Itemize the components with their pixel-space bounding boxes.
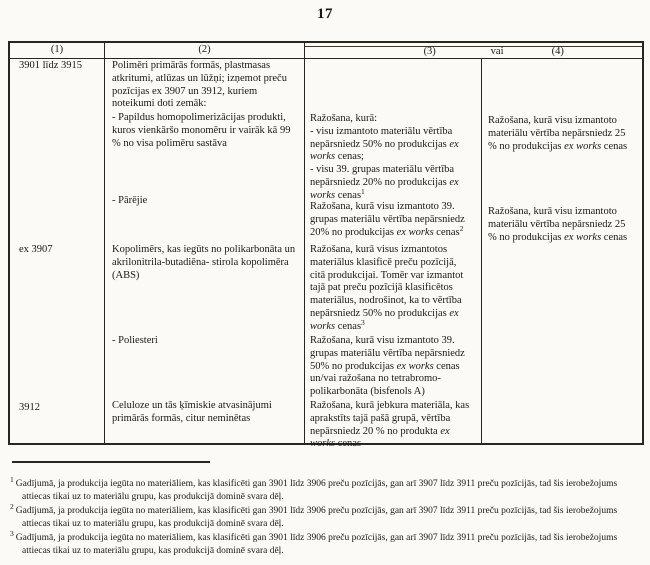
footnote-marker: 3	[10, 529, 14, 538]
footnote-separator	[12, 461, 210, 463]
hs-code: 3912	[19, 402, 40, 413]
hs-code: 3901 līdz 3915	[19, 60, 82, 71]
footnote-marker: 1	[10, 475, 14, 484]
column-header-2: (2)	[105, 43, 305, 58]
column-header-3-4	[305, 43, 642, 58]
hs-code-column	[10, 59, 105, 443]
table-body	[10, 59, 642, 450]
hs-code: ex 3907	[19, 244, 53, 255]
description-column	[105, 59, 305, 443]
product-description: - Papildus homopolimerizācijas produkti, kuros vienkāršo monomēru ir vairāk kā 99 % no visa polimēru sastāva	[112, 112, 291, 149]
origin-rule: Ražošana, kurā jebkura materiāla, kas aprakstīts tajā pašā grupā, vērtība nepārsniedz 20 % no produkta ex works cenas	[310, 400, 470, 450]
column-header-4: (4)	[551, 46, 564, 57]
column-header-1: (1)	[10, 43, 105, 58]
origin-rule: Ražošana, kurā: - visu izmantoto materiālu vērtība nepārsniedz 50% no produkcijas ex works cenas; - visu 39. grupas materiālu vērtība nepārsniedz 20% no produkcijas ex works cenas$^1$	[310, 113, 459, 201]
footnote-text: Gadījumā, ja produkcija iegūta no materiāliem, kas klasificēti gan 3901 līdz 3906 preču pozīcijās, gan arī 3907 līdz 3911 preču pozīcijās, tad šis ierobežojums attiecas tikai uz to materiālu grupu, kas produkcijā dominē svara dēļ.	[15, 506, 618, 529]
footnote-1	[10, 475, 644, 504]
origin-rule: Ražošana, kurā visus izmantotos materiālus klasificē preču pozīcijā, citā produkcijai. Tomēr var izmantot tajā pat preču pozīcijā klasificētos materiālus, nodrošinot, ka to vērtība nepārsniedz 50% no produkcijas ex works cenas$^3$	[310, 244, 464, 332]
product-description: Celuloze un tās ķīmiskie atvasinājumi primārās formās, citur neminētas	[112, 400, 272, 424]
origin-rule: Ražošana, kurā visu izmantoto 39. grupas materiālu vērtība nepārsniedz 50% no produkcijas ex works cenas un/vai ražošana no tetrabromo-polikarbonāta (bisfenols A)	[310, 335, 465, 398]
product-description: - Pārējie	[112, 195, 148, 206]
product-description: Polimēri primārās formās, plastmasas atkritumi, atlūzas un lūžņi; izņemot preču pozīcijas ex 3907 un 3912, kuriem noteikumi doti zemāk:	[112, 60, 287, 110]
product-description: - Poliesteri	[112, 335, 158, 346]
rule-column-3	[305, 59, 482, 450]
footnotes	[10, 475, 644, 559]
alternative-rule: Ražošana, kurā visu izmantoto materiālu vērtība nepārsniedz 25 % no produkcijas ex works cenas	[488, 206, 628, 243]
footnote-text: Gadījumā, ja produkcija iegūta no materiāliem, kas klasificēti gan 3901 līdz 3906 preču pozīcijās, gan arī 3907 līdz 3911 preču pozīcijās, tad šis ierobežojums attiecas tikai uz to materiālu grupu, kas produkcijā dominē svara dēļ.	[15, 479, 618, 502]
alternative-rule: Ražošana, kurā visu izmantoto materiālu vērtība nepārsniedz 25 % no produkcijas ex works cenas	[488, 115, 628, 152]
footnote-text: Gadījumā, ja produkcija iegūta no materiāliem, kas klasificēti gan 3901 līdz 3906 preču pozīcijās, gan arī 3907 līdz 3911 preču pozīcijās, tad šis ierobežojums attiecas tikai uz to materiālu grupu, kas produkcijā dominē svara dēļ.	[15, 533, 618, 556]
table-header-row	[10, 43, 642, 59]
page-number: 17	[317, 6, 333, 22]
footnote-2	[10, 502, 644, 531]
origin-rule: Ražošana, kurā visu izmantoto 39. grupas materiālu vērtība nepārsniedz 20% no produkcijas ex works cenas$^2$	[310, 201, 465, 238]
footnote-3	[10, 529, 644, 558]
column-header-3: (3)	[423, 46, 436, 57]
product-description: Kopolimērs, kas iegūts no polikarbonāta un akrilonitrila-butadiēna- stirola kopolimēra (ABS)	[112, 244, 296, 281]
origin-rules-table	[8, 41, 644, 450]
rule-column-4	[482, 59, 642, 443]
column-header-or: vai	[490, 46, 504, 57]
footnote-marker: 2	[10, 502, 14, 511]
header-double-line	[305, 46, 642, 47]
